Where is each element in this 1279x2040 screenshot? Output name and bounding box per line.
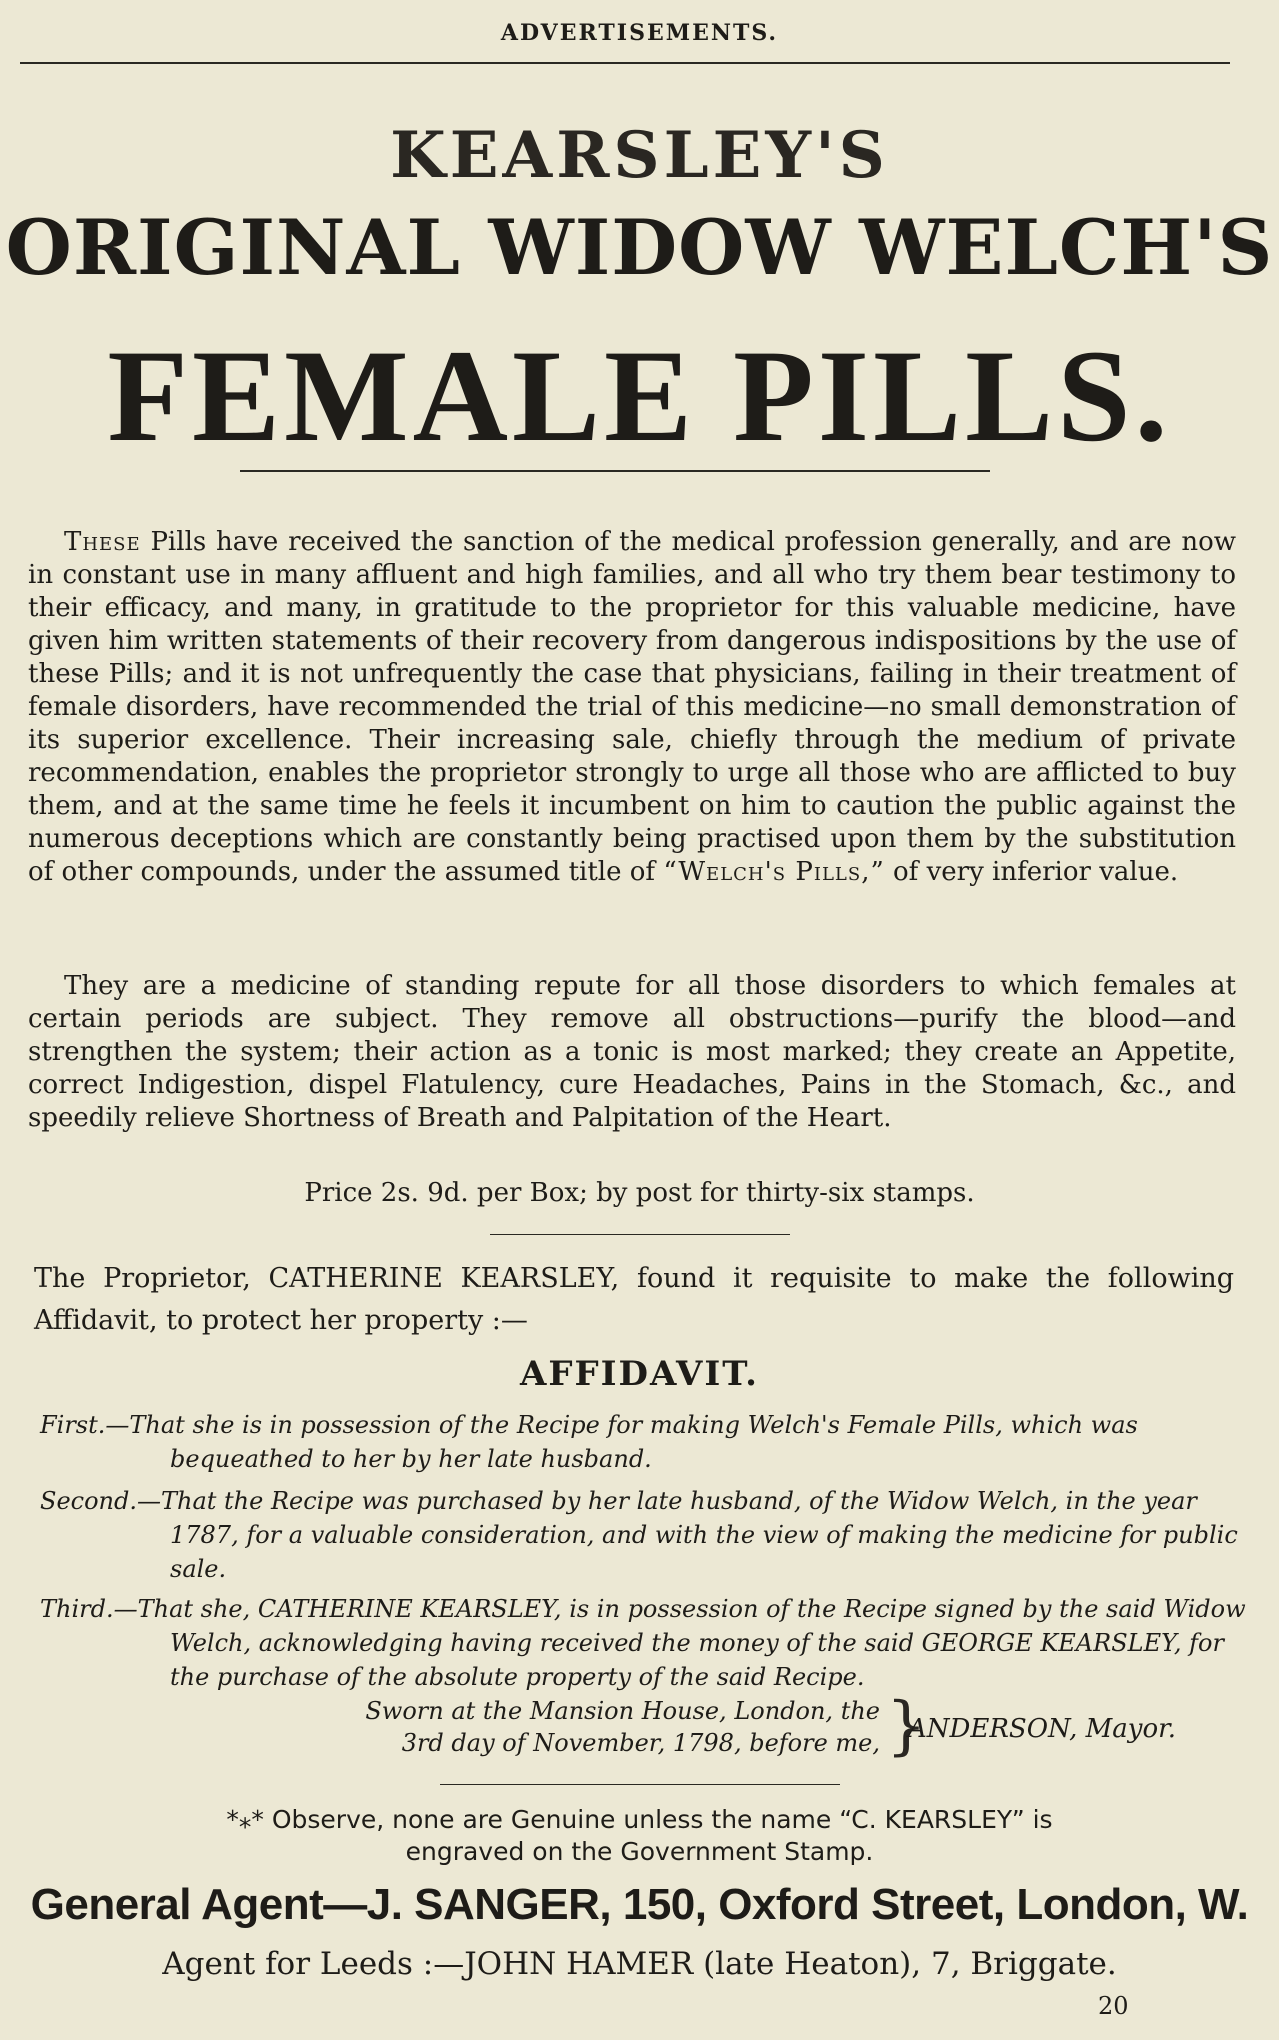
clause-third	[40, 1592, 1250, 1694]
clause-second	[40, 1484, 1250, 1586]
general-agent: General Agent—J. SANGER, 150, Oxford Street, London, W.	[30, 1880, 1249, 1929]
remedy-paragraph	[28, 970, 1236, 1135]
sworn-line-1: Sworn at the Mansion House, London, the	[365, 1697, 880, 1725]
running-head: ADVERTISEMENTS.	[500, 20, 779, 46]
intro-text: Pills have received the sanction of the medical profession generally, and are now in constant use in many affluent and high families, and all who try them bear testimony to their efficacy, and many, in gratitude to the proprietor for this valuable medicine, have given him written statements of their recovery from dangerous indispositions by the use of these Pills; and it is not unfrequently the case that physicians, failing in their treatment of female disorders, have recommended the trial of this medicine—no small demonstration of its superior excellence. Their increasing sale, chiefly through the medium of private recommendation, enables the proprietor strongly to urge all those who are afflicted to buy them, and at the same time he feels it incumbent on him to caution the public against the numerous deceptions which are constantly being practised upon them by the substitution of other compounds, under the assumed title of	[28, 527, 1237, 887]
clause-label: Second.	[40, 1487, 137, 1515]
title-line-2: FEMALE PILLS.	[107, 322, 1172, 469]
clause-first	[40, 1408, 1250, 1476]
observe-line-2: engraved on the Government Stamp.	[405, 1837, 874, 1866]
clause-label: First.	[40, 1411, 106, 1439]
proprietor-statement: The Proprietor, CATHERINE KEARSLEY, found it requisite to make the following Affidavit, to protect her property :—	[34, 1263, 1234, 1336]
title-rule	[240, 470, 990, 472]
sworn-line-2: 3rd day of November, 1798, before me,	[401, 1729, 880, 1757]
intro-lead-word: These	[64, 527, 141, 557]
price-rule	[490, 1234, 790, 1235]
mayor-signature: ANDERSON, Mayor.	[908, 1714, 1176, 1744]
intro-paragraph	[28, 526, 1236, 889]
observe-line-1: *⁎* Observe, none are Genuine unless the name “C. KEARSLEY” is	[226, 1805, 1053, 1834]
page-number: 20	[1098, 1992, 1129, 2020]
intro-tail: of very inferior value.	[893, 857, 1179, 887]
clause-text: —That she is in possession of the Recipe for making Welch's Female Pills, which was bequeathed to her by her late husband.	[105, 1411, 1138, 1473]
leeds-agent: Agent for Leeds :—JOHN HAMER (late Heaton), 7, Briggate.	[162, 1946, 1117, 1982]
clause-text: —That she, CATHERINE KEARSLEY, is in possession of the Recipe signed by the said Widow Welch, acknowledging having received the money of the said GEORGE KEARSLEY, for the purchase of the absolute property of the said Recipe.	[113, 1595, 1246, 1691]
header-rule	[20, 62, 1230, 64]
remedy-text: They are a medicine of standing repute for all those disorders to which females at certain periods are subject. They remove all obstructions—purify the blood—and strengthen the system; their action as a tonic is most marked; they create an Appetite, correct Indigestion, dispel Flatulency, cure Headaches, Pains in the Stomach, &c., and speedily relieve Shortness of Breath and Palpitation of the Heart.	[28, 971, 1236, 1133]
affidavit-heading: AFFIDAVIT.	[520, 1354, 759, 1394]
price-line: Price 2s. 9d. per Box; by post for thirty-six stamps.	[304, 1178, 975, 1208]
title-line-1: ORIGINAL WIDOW WELCH'S	[5, 203, 1274, 292]
clause-label: Third.	[40, 1595, 114, 1623]
affidavit-rule	[440, 1784, 840, 1785]
intro-quoted: “Welch's Pills,”	[663, 857, 885, 887]
brand-name: KEARSLEY'S	[390, 118, 889, 193]
clause-text: —That the Recipe was purchased by her late husband, of the Widow Welch, in the year 1787, for a valuable consideration, and with the view of making the medicine for public sale.	[136, 1487, 1238, 1583]
brace-icon: }	[886, 1689, 927, 1763]
